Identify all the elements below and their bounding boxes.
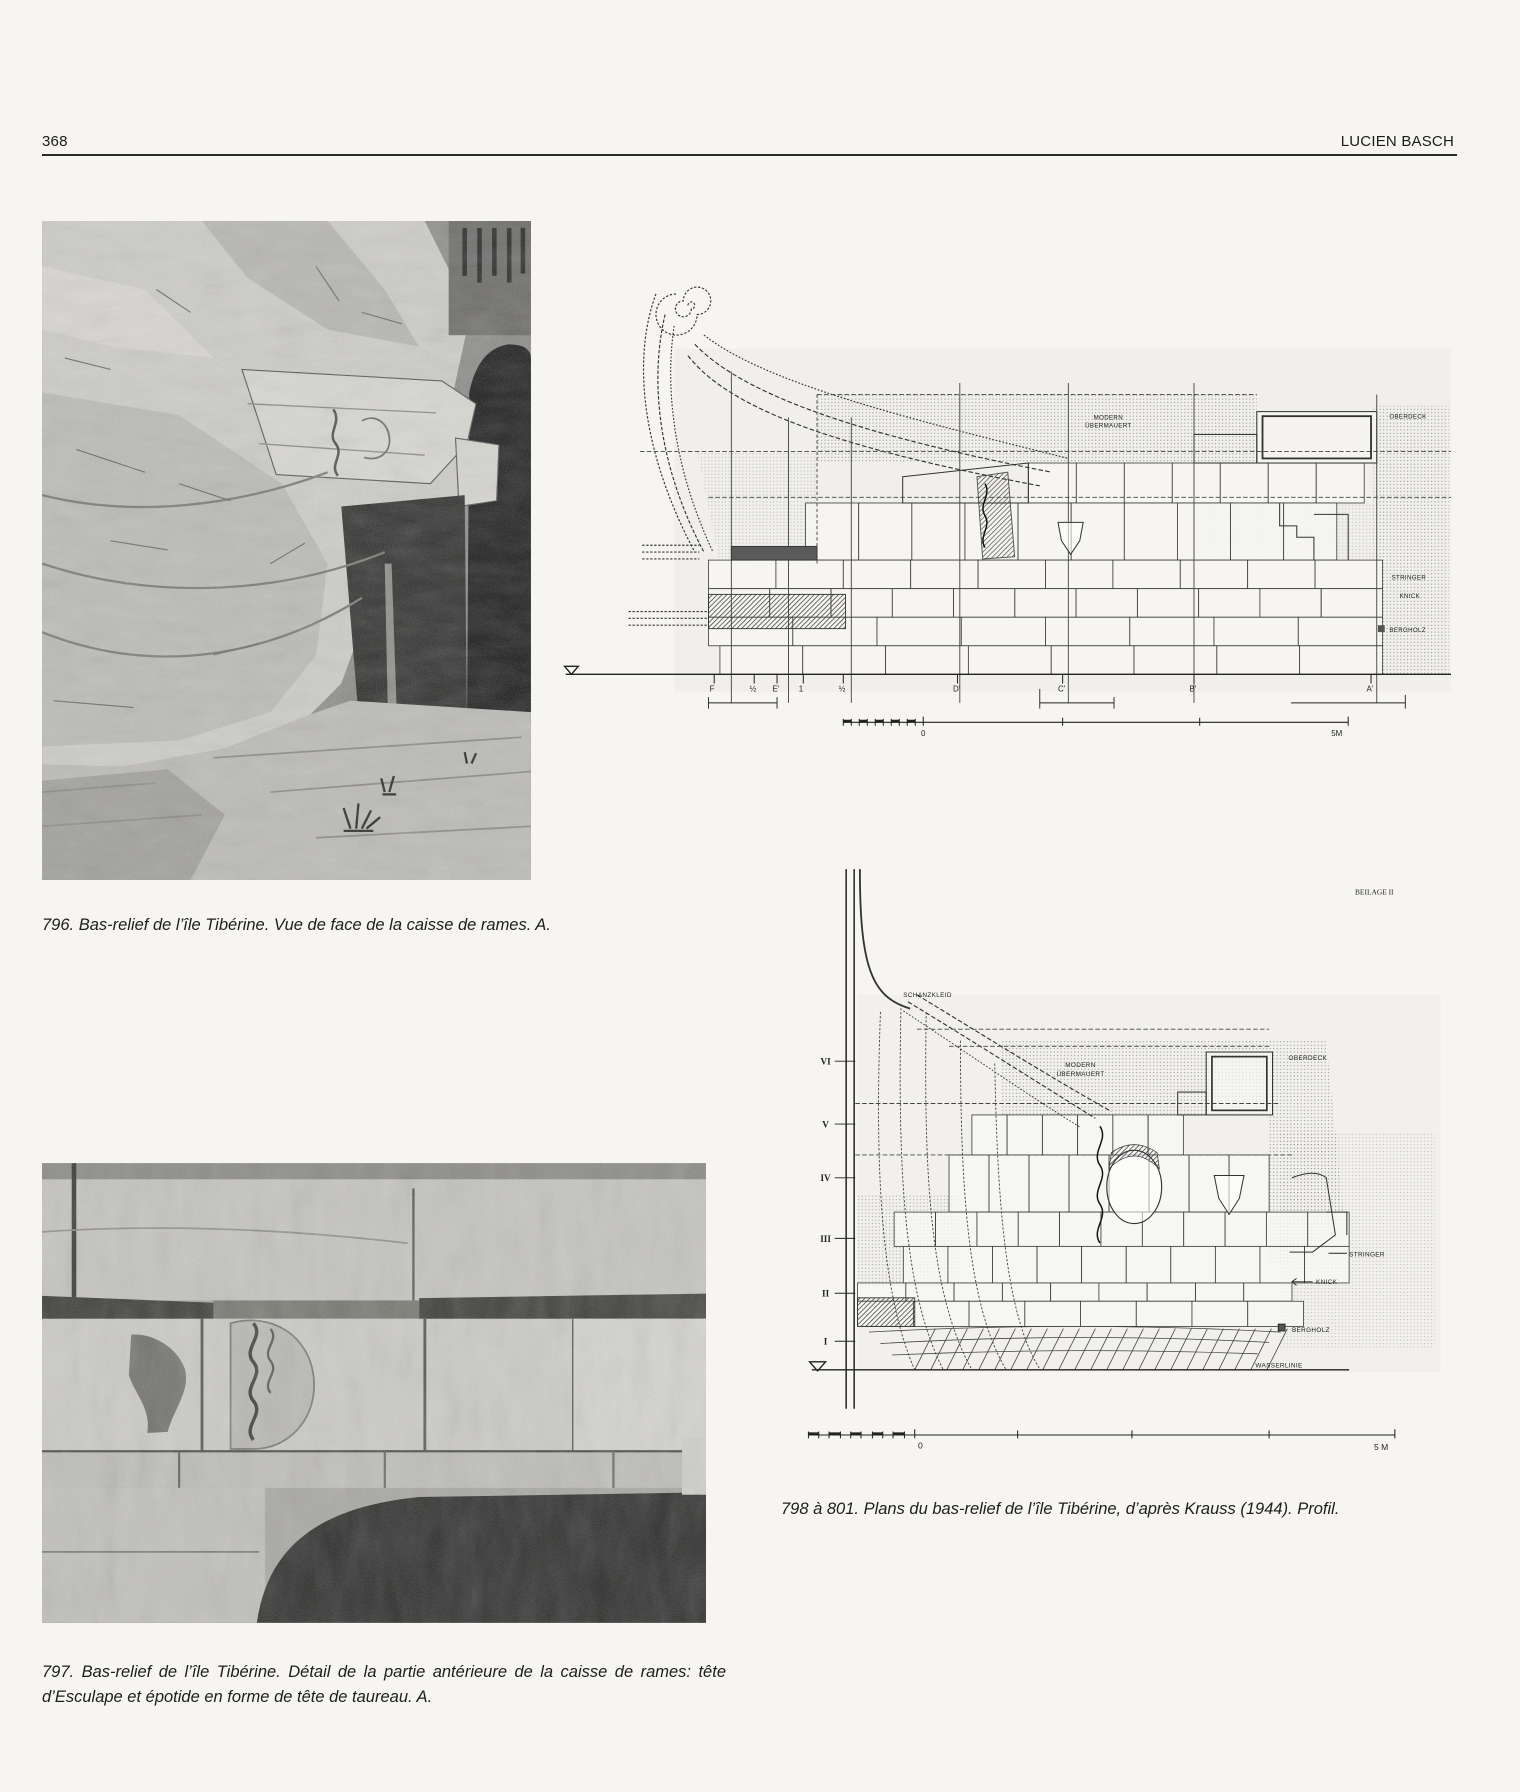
side-plan-drawing bbox=[560, 223, 1451, 743]
masonry-block bbox=[1045, 617, 1129, 646]
photo-797-oar-box-detail bbox=[42, 1163, 706, 1623]
masonry-block bbox=[776, 560, 843, 589]
header-rule bbox=[42, 154, 1457, 156]
masonry-block bbox=[1180, 560, 1247, 589]
station-label: A' bbox=[1366, 684, 1374, 694]
station-label: B' bbox=[1189, 684, 1197, 694]
masonry-block bbox=[1134, 646, 1217, 675]
masonry-block bbox=[1078, 1115, 1113, 1155]
level-label: VI bbox=[820, 1056, 831, 1067]
masonry-block bbox=[1076, 589, 1137, 618]
photo-796-oar-box-front-view bbox=[42, 221, 531, 880]
masonry-block bbox=[1060, 1212, 1101, 1246]
masonry-block bbox=[978, 560, 1045, 589]
scale-bar bbox=[808, 1429, 1394, 1438]
plate-label: BEILAGE II bbox=[1354, 887, 1394, 897]
masonry-block bbox=[1136, 1301, 1192, 1326]
masonry-block bbox=[1308, 1212, 1349, 1246]
label-knick: KNICK bbox=[1399, 592, 1421, 600]
masonry-block bbox=[1199, 589, 1260, 618]
station-label: 1 bbox=[798, 684, 804, 694]
masonry-block bbox=[1217, 646, 1300, 675]
masonry-block bbox=[977, 1212, 1018, 1246]
masonry-block bbox=[859, 503, 912, 560]
masonry-block bbox=[1148, 1115, 1183, 1155]
masonry-block bbox=[803, 646, 886, 675]
masonry-block bbox=[1298, 617, 1382, 646]
figure-798-801-caption: 798 à 801. Plans du bas-relief de l’île Tibérine, d’après Krauss (1944). Profil. bbox=[781, 1500, 1340, 1518]
masonry-block bbox=[1029, 1155, 1069, 1212]
masonry-block bbox=[949, 1155, 989, 1212]
scale-bar bbox=[843, 717, 1348, 726]
masonry-block bbox=[1284, 503, 1337, 560]
masonry-block bbox=[1315, 560, 1382, 589]
label-uebermauert: ÜBERMAUERT bbox=[1085, 422, 1132, 430]
masonry-block bbox=[1113, 560, 1180, 589]
station-label: C' bbox=[1058, 684, 1066, 694]
masonry-block bbox=[1099, 1283, 1147, 1301]
masonry-block bbox=[961, 617, 1045, 646]
level-label: I bbox=[823, 1336, 828, 1347]
masonry-block bbox=[1225, 1212, 1266, 1246]
masonry-block bbox=[989, 1155, 1029, 1212]
station-label: ½ bbox=[749, 684, 757, 694]
masonry-block bbox=[1080, 1301, 1136, 1326]
label-bergholz: BERGHOLZ bbox=[1389, 627, 1426, 635]
masonry-block bbox=[843, 560, 910, 589]
masonry-block bbox=[709, 560, 776, 589]
station-label: E' bbox=[772, 684, 780, 694]
dark-hatched-block bbox=[858, 1298, 915, 1327]
masonry-block bbox=[1184, 1212, 1225, 1246]
masonry-block bbox=[972, 1115, 1007, 1155]
label-uebermauert: ÜBERMAUERT bbox=[1056, 1071, 1105, 1079]
masonry-block bbox=[1045, 560, 1112, 589]
level-label: IV bbox=[820, 1173, 831, 1184]
masonry-block bbox=[1171, 1246, 1216, 1283]
masonry-block bbox=[1248, 560, 1315, 589]
running-head-author: LUCIEN BASCH bbox=[1340, 133, 1454, 150]
masonry-block bbox=[877, 617, 961, 646]
masonry-block bbox=[911, 560, 978, 589]
masonry-block bbox=[886, 646, 969, 675]
figure-797-caption: 797. Bas-relief de l’île Tibérine. Détail de la partie antérieure de la caisse de rames: tête d’Esculape et épotide en forme de tête de taureau. A. bbox=[42, 1663, 726, 1706]
asclepius-figure bbox=[977, 472, 1015, 559]
scale-start-label: 0 bbox=[918, 1440, 923, 1451]
scale-end-label: 5 M bbox=[1373, 1441, 1389, 1452]
masonry-block bbox=[1037, 1246, 1082, 1283]
scale-start-label: 0 bbox=[921, 729, 926, 739]
masonry-block bbox=[892, 589, 953, 618]
station-label: D' bbox=[952, 684, 961, 694]
station-label: ½ bbox=[838, 684, 846, 694]
masonry-block bbox=[894, 1212, 935, 1246]
label-wasserlinie: WASSERLINIE bbox=[1255, 1362, 1303, 1370]
level-label: II bbox=[822, 1288, 830, 1299]
masonry-block bbox=[1018, 1212, 1059, 1246]
masonry-block bbox=[992, 1246, 1037, 1283]
masonry-block bbox=[1015, 589, 1076, 618]
masonry-block bbox=[1214, 617, 1298, 646]
masonry-block bbox=[1126, 1246, 1171, 1283]
masonry-block bbox=[1231, 503, 1284, 560]
masonry-block bbox=[1195, 1283, 1243, 1301]
masonry-block bbox=[948, 1246, 993, 1283]
masonry-block bbox=[936, 1212, 977, 1246]
profile-drawing bbox=[789, 869, 1452, 1458]
masonry-block bbox=[1147, 1283, 1195, 1301]
masonry-block bbox=[912, 503, 965, 560]
label-stringer: STRINGER bbox=[1391, 574, 1427, 582]
masonry-block bbox=[1025, 1301, 1081, 1326]
masonry-block bbox=[1192, 1301, 1248, 1326]
label-stringer: STRINGER bbox=[1349, 1251, 1385, 1259]
masonry-block bbox=[1266, 1212, 1307, 1246]
masonry-block bbox=[1051, 1283, 1099, 1301]
masonry-block bbox=[1042, 1115, 1077, 1155]
label-knick: KNICK bbox=[1315, 1279, 1338, 1287]
page-number: 368 bbox=[42, 133, 68, 150]
label-oberdeck: OBERDECK bbox=[1288, 1055, 1328, 1063]
dimension-lines bbox=[709, 689, 1406, 708]
label-modern: MODERN bbox=[1093, 414, 1124, 422]
bergholz-marker bbox=[1378, 625, 1385, 632]
masonry-block bbox=[1260, 589, 1321, 618]
masonry-block bbox=[720, 646, 803, 675]
label-modern: MODERN bbox=[1065, 1061, 1096, 1069]
scale-end-label: 5M bbox=[1331, 729, 1343, 739]
masonry-block bbox=[1130, 617, 1214, 646]
masonry-block bbox=[1215, 1246, 1260, 1283]
label-schanzkleid: SCHANZKLEID bbox=[903, 992, 952, 1000]
label-oberdeck: OBERDECK bbox=[1389, 413, 1427, 421]
level-label: III bbox=[820, 1233, 831, 1244]
masonry-block bbox=[1051, 646, 1134, 675]
masonry-block bbox=[1300, 646, 1383, 675]
masonry-block bbox=[1137, 589, 1198, 618]
masonry-block bbox=[968, 646, 1051, 675]
label-bergholz: BERGHOLZ bbox=[1291, 1327, 1330, 1335]
masonry-block bbox=[1082, 1246, 1127, 1283]
masonry-block bbox=[1002, 1283, 1050, 1301]
reference-axis bbox=[835, 869, 856, 1409]
masonry-block bbox=[1248, 1301, 1304, 1326]
masonry-block bbox=[1069, 1155, 1109, 1212]
masonry-block bbox=[1124, 503, 1177, 560]
masonry-block bbox=[1321, 589, 1382, 618]
masonry-block bbox=[1244, 1283, 1292, 1301]
station-label: F bbox=[709, 684, 715, 694]
masonry-block bbox=[1007, 1115, 1042, 1155]
masonry-block bbox=[1177, 503, 1230, 560]
masonry-block bbox=[913, 1301, 969, 1326]
level-numerals bbox=[820, 1057, 831, 1347]
masonry-block bbox=[954, 589, 1015, 618]
figure-796-caption: 796. Bas-relief de l’île Tibérine. Vue de face de la caisse de rames. A. bbox=[42, 916, 551, 934]
level-label: V bbox=[822, 1119, 829, 1130]
masonry-block bbox=[969, 1301, 1025, 1326]
